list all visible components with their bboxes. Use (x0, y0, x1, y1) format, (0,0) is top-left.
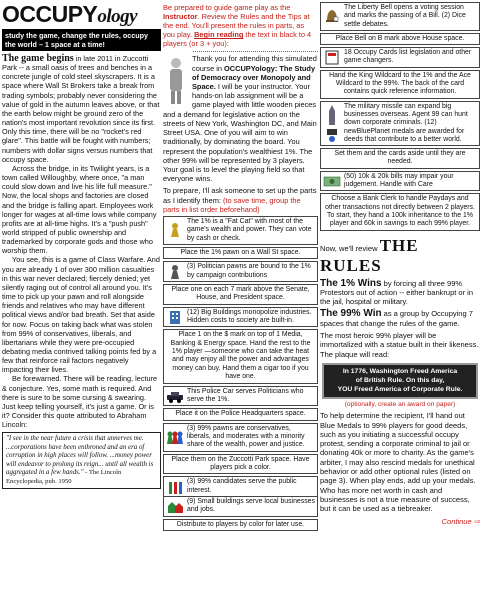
game-begins-heading: The game begins (2, 53, 74, 64)
note-text-c: the text in black to 4 players (or 3 + you): (163, 30, 312, 49)
politician-pawn-icon (166, 264, 184, 280)
logo (2, 3, 161, 28)
plaque-line-3: YOU Freed America of Corporate Rule. (337, 385, 463, 393)
note-instructor: Instructor (163, 12, 198, 22)
politicians-row (163, 261, 318, 282)
bills-text: (50) 10k & 20k bills may impair your judgement. Handle with Care (344, 172, 454, 189)
divider (193, 50, 318, 52)
police-row (163, 386, 318, 407)
letter-text-b: I will be your instructor. Your hands-on lab assignment will be a game played with little wooden pieces and a demand for legislative action on the streets of New York, Washington DC, and Main Street USA. One of you will aim to win traditionally, by dominating the board. You represent the population's wealthiest 1%. The other 99% will be represented by 3 players. Your goal is to level the playing field so that everyone wins. (163, 82, 317, 184)
win-1-text: by forcing all three 99% Protestors out of action -- either bankrupt or in the jail, hospital or military. (320, 278, 473, 307)
story-p2: Across the bridge, in its Twilight years, is a town called Willoughby, where once, "a man could slow down and live his life full measure." Now, the local shops and factories are closed and the bridge is falling apart. Employees work longer for wages at all-time lows while company profits are at all-time highs. It's a "push push" world stripped of public ownership and trademarked by corporate gods and those who worship them. (2, 163, 157, 256)
immortal-text: The most heroic 99% player will be immortalized with a statue built in their likeness. The plaque will read: (320, 331, 479, 359)
liberty-bell-icon (323, 8, 341, 24)
place-99-row: Place them on the Zuccotti Park space. Have players pick a color. (163, 454, 318, 475)
quote-text: "I see in the near future a crisis that unnerves me. ...corporations have been enthroned and an era of corruption in high places will follow. ...money power will endeavor to prolong its reign... until all wealth is aggregated in a few hands." (6, 435, 154, 477)
distribute-row: Distribute to players by color for later use. (163, 519, 318, 531)
win-99-text: as a group by Occupying 7 spaces that change the rules of the game. (320, 309, 473, 328)
missile-icon (323, 103, 341, 143)
instructor-note (163, 3, 318, 48)
candidates-row (163, 476, 318, 497)
set-aside-row: Set them and the cards aside until they are needed. (320, 148, 480, 169)
setup-column (163, 0, 318, 531)
quote-source: - The Lincoln Encyclopedia, pub. 1950 (6, 469, 122, 485)
rules-intro: Now, we'll review (320, 243, 380, 253)
rules-heading (320, 236, 480, 276)
place-politicians-row: Place one on each 7 mark above the Senate, House, and President space. (163, 284, 318, 305)
prepare-red-note: (to save time, group the parts in list order beforehand) (163, 195, 301, 214)
win-1-rule (320, 279, 480, 307)
letter-course-name: OCCUPYology: The Study of Democracy over Monopoly and Space. (192, 63, 316, 92)
win-1-title: The 1% Wins (320, 277, 382, 289)
pawns-99-text: (3) 99% pawns are conservatives, liberals, and moderates with a minority share of the wealth, power and justice. (187, 424, 305, 449)
bank-clerk-row: Choose a Bank Clerk to handle Paydays and other transactions not directly between 2 players. To start, they hand a 100k inheritance to the 1% player and 60k in savings to each 99% player. (320, 193, 480, 230)
politicians-text: (3) Politician pawns are bound to the 1% by campaign contributions (187, 263, 311, 279)
place-police-row: Place it on the Police Headquarters space. (163, 408, 318, 420)
cards-text: 18 Occupy Cards list legislation and other game changers. (344, 49, 472, 65)
tagline: study the game, change the rules, occupy the world – 1 space at a time! (2, 29, 161, 51)
plaque-line-2: of British Rule. On this day, (355, 376, 445, 384)
medals-text: To help determine the recipient, I'll hand out Blue Medals to 99% players for good deeds, such as you initiating a successful occupy protest, sending a corporate criminal to jail or donating 40k or more to charity. As the game's arbiter, I may also rescind medals for unethical behavior or add other optional rules (listed on page 3). When play ends, add up your medals. Who has more net worth in cash and businesses is not a true measure of success, but it can be used as a tiebreaker. (320, 411, 476, 514)
missile-row (320, 101, 480, 146)
fatcat-text: The 1% is a "Fat Cat" with most of the game's wealth and power. They can vote by cash or check. (187, 217, 312, 242)
bell-row (320, 2, 480, 31)
fatcat-pawn-icon (166, 222, 184, 238)
big-building-icon (166, 309, 184, 325)
story-p1 (2, 54, 161, 164)
continue-link[interactable]: Continue ⇨ (441, 516, 480, 526)
logo-tail: ology (97, 6, 138, 27)
plaque-note: (optionally, create an award on paper) (344, 401, 456, 409)
small-buildings-text: (9) Small buildings serve local businesses and jobs. (187, 497, 315, 514)
police-car-icon (166, 388, 184, 404)
candidate-icon (166, 479, 184, 495)
prepare-text: To prepare, I'll ask someone to set up the parts as I identify them: (163, 186, 317, 205)
note-begin: Begin reading (194, 30, 244, 40)
pawns-99-row (163, 423, 318, 452)
letter-text-a: Thank you for attending this simulated course in (192, 54, 317, 73)
cards-row (320, 47, 480, 68)
rules-column (320, 0, 480, 526)
win-99-title: The 99% Win (320, 308, 382, 320)
small-building-icon (166, 498, 184, 514)
pawns-99-icon (166, 429, 184, 445)
statue-plaque (322, 363, 478, 399)
instructor-figure-image (163, 56, 189, 106)
welcome-letter (163, 54, 318, 183)
place-buildings-row: Place 1 on the $ mark on top of 1 Media, Banking & Energy space. Hand the rest to the 1% player —someone who can take the heat and may enjoy all the power and advantages money can buy. Hand them a cigar too if you have one. (163, 329, 318, 383)
note-text-b: . Review the Rules and the Tips at the end. You'll present the rules in parts, as you play. (163, 12, 310, 40)
intro-story (2, 54, 161, 429)
prepare-note (163, 186, 318, 214)
small-buildings-row (163, 497, 318, 517)
fatcat-row (163, 216, 318, 245)
bills-row (320, 171, 480, 192)
note-text-a: Be prepared to guide game play as the (163, 3, 291, 12)
rules-title: THE RULES (320, 235, 419, 275)
big-buildings-row (163, 307, 318, 328)
place-bell-row: Place Bell on B mark above House space. (320, 33, 480, 45)
police-text: This Police Car serves Politicians who serve the 1%. (187, 387, 304, 403)
money-bill-icon (323, 173, 341, 189)
logo-main: OCCUPY (2, 1, 98, 27)
bell-text: The Liberty Bell opens a voting session and marks the passing of a Bill. (2) Dice settle debates. (344, 4, 466, 28)
lincoln-quote (2, 432, 161, 489)
intro-column (2, 0, 161, 489)
occupy-cards-icon (323, 49, 341, 65)
story-p3: You see, this is a game of Class Warfare. And you are already 1 of over 300 million casualties in this war never declared; fiercely denied; yet silently raging out of control all around you. It's time to pick up your pawn and roll alongside friends and relatives who may have different political views and/or bad breath. Set that aside for now. Focus on taking back what was stolen from 99% of conservatives, liberals, and libertarians while they were pre-occupied debating media contrived talking points fed by a few that reinforce rail factors negatively impacting their lives. (2, 255, 160, 375)
win-99-rule (320, 309, 480, 328)
wildcard-row: Hand the King Wildcard to the 1% and the Ace Wildcard to the 99%. The back of the card contains quick reference information. (320, 70, 480, 99)
missile-text: The military missile can expand big businesses overseas. Agent 99 can hunt down corporate criminals. (12) newBluePlanet medals are awarded for deeds that contribute to a better world. (344, 102, 468, 143)
story-p1-text: in late 2011 in Zuccotti Park -- a small oasis of trees and benches in a concrete jungle of cold steel skyscrapers. It is a space where Wall St Brokers take a break from trading symbols; probably never considering the value of gold in the autumn leaves above, or that the earth below might be ground zero of the nation's most important revolution since its first. Only this time, there will be no "rocket's red glare". This battle will be fought with numbers; numbers with dollar signs versus numbers that occupy space. (2, 54, 160, 164)
story-p4: Be forewarned. There will be reading, lecture & conjecture. Yes, some math is required. And there is sure to be some cursing & swearing. Just keep telling yourself, it's just a game. Or is it? Consider this quote attributed to Abraham Lincoln: (2, 374, 158, 430)
candidates-text: (3) 99% candidates serve the public interest. (187, 478, 297, 494)
big-buildings-text: (12) Big Buildings monopolize industries. Hidden costs to society are built-in. (187, 308, 312, 324)
place-fatcat-row: Place the 1% pawn on a Wall St space. (163, 247, 318, 259)
plaque-line-1: In 1776, Washington Freed America (342, 367, 458, 375)
